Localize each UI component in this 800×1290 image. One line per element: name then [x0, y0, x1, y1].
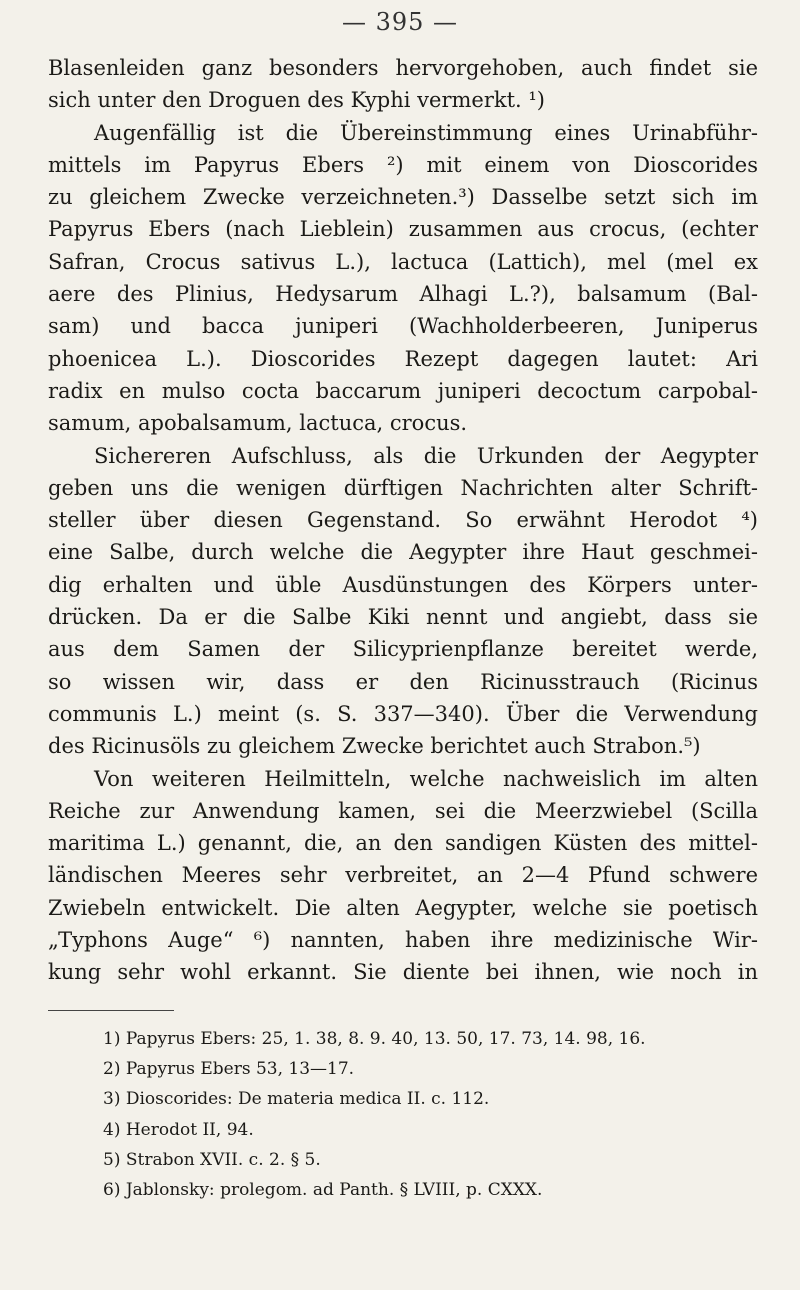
- footnote-divider: [48, 1010, 174, 1011]
- text-line: Papyrus Ebers (nach Lieblein) zusammen aus crocus, (echter: [48, 217, 758, 242]
- text-line: radix en mulso cocta baccarum juniperi decoctum carpobal-: [48, 378, 758, 403]
- text-line: so wissen wir, dass er den Ricinusstrauch (Ricinus: [48, 669, 758, 694]
- text-line: des Ricinusöls zu gleichem Zwecke berichtet auch Strabon.⁵): [48, 734, 701, 759]
- text-line: steller über diesen Gegenstand. So erwähnt Herodot ⁴): [48, 508, 758, 533]
- text-line: Zwiebeln entwickelt. Die alten Aegypter, welche sie poetisch: [48, 895, 758, 920]
- text-line: sam) und bacca juniperi (Wachholderbeeren, Juniperus: [48, 314, 758, 339]
- text-line: phoenicea L.). Dioscorides Rezept dagegen lautet: Ari: [48, 346, 758, 371]
- page-number: — 395 —: [341, 8, 459, 36]
- text-line: zu gleichem Zwecke verzeichneten.³) Dasselbe setzt sich im: [48, 185, 758, 210]
- text-line: samum, apobalsamum, lactuca, crocus.: [48, 411, 468, 436]
- text-line: eine Salbe, durch welche die Aegypter ihre Haut geschmei-: [48, 540, 758, 565]
- text-line: communis L.) meint (s. S. 337—340). Über die Verwendung: [48, 701, 758, 726]
- text-line: aus dem Samen der Silicyprienpflanze bereitet werde,: [48, 637, 758, 662]
- text-line: Safran, Crocus sativus L.), lactuca (Lattich), mel (mel ex: [48, 249, 758, 274]
- text-line: Augenfällig ist die Übereinstimmung eines Urinabführ-: [94, 120, 758, 145]
- footnote: 6) Jablonsky: prolegom. ad Panth. § LVIII, p. CXXX.: [103, 1180, 543, 1201]
- text-line: drücken. Da er die Salbe Kiki nennt und angiebt, dass sie: [48, 605, 758, 630]
- text-line: aere des Plinius, Hedysarum Alhagi L.?), balsamum (Bal-: [48, 282, 758, 307]
- body-text: [48, 52, 758, 989]
- footnote: 5) Strabon XVII. c. 2. § 5.: [103, 1149, 321, 1170]
- text-line: geben uns die wenigen dürftigen Nachrichten alter Schrift-: [48, 475, 758, 500]
- text-line: kung sehr wohl erkannt. Sie diente bei ihnen, wie noch in: [48, 960, 758, 985]
- text-line: mittels im Papyrus Ebers ²) mit einem von Dioscorides: [48, 152, 758, 177]
- text-line: Blasenleiden ganz besonders hervorgehoben, auch findet sie: [48, 56, 758, 80]
- text-line: „Typhons Auge“ ⁶) nannten, haben ihre medizinische Wir-: [48, 928, 758, 953]
- footnotes: [103, 1024, 743, 1205]
- text-line: Von weiteren Heilmitteln, welche nachweislich im alten: [94, 766, 758, 791]
- text-line: dig erhalten und üble Ausdünstungen des Körpers unter-: [48, 572, 758, 597]
- text-line: Sichereren Aufschluss, als die Urkunden der Aegypter: [94, 443, 758, 468]
- footnote: 2) Papyrus Ebers 53, 13—17.: [103, 1059, 355, 1080]
- footnote: 1) Papyrus Ebers: 25, 1. 38, 8. 9. 40, 13. 50, 17. 73, 14. 98, 16.: [103, 1029, 646, 1049]
- text-line: maritima L.) genannt, die, an den sandigen Küsten des mittel-: [48, 831, 758, 856]
- footnote: 3) Dioscorides: De materia medica II. c. 112.: [103, 1089, 490, 1110]
- text-line: sich unter den Droguen des Kyphi vermerkt. ¹): [48, 88, 545, 113]
- text-line: ländischen Meeres sehr verbreitet, an 2—4 Pfund schwere: [48, 863, 758, 888]
- footnote: 4) Herodot II, 94.: [103, 1119, 254, 1140]
- text-line: Reiche zur Anwendung kamen, sei die Meerzwiebel (Scilla: [48, 798, 758, 823]
